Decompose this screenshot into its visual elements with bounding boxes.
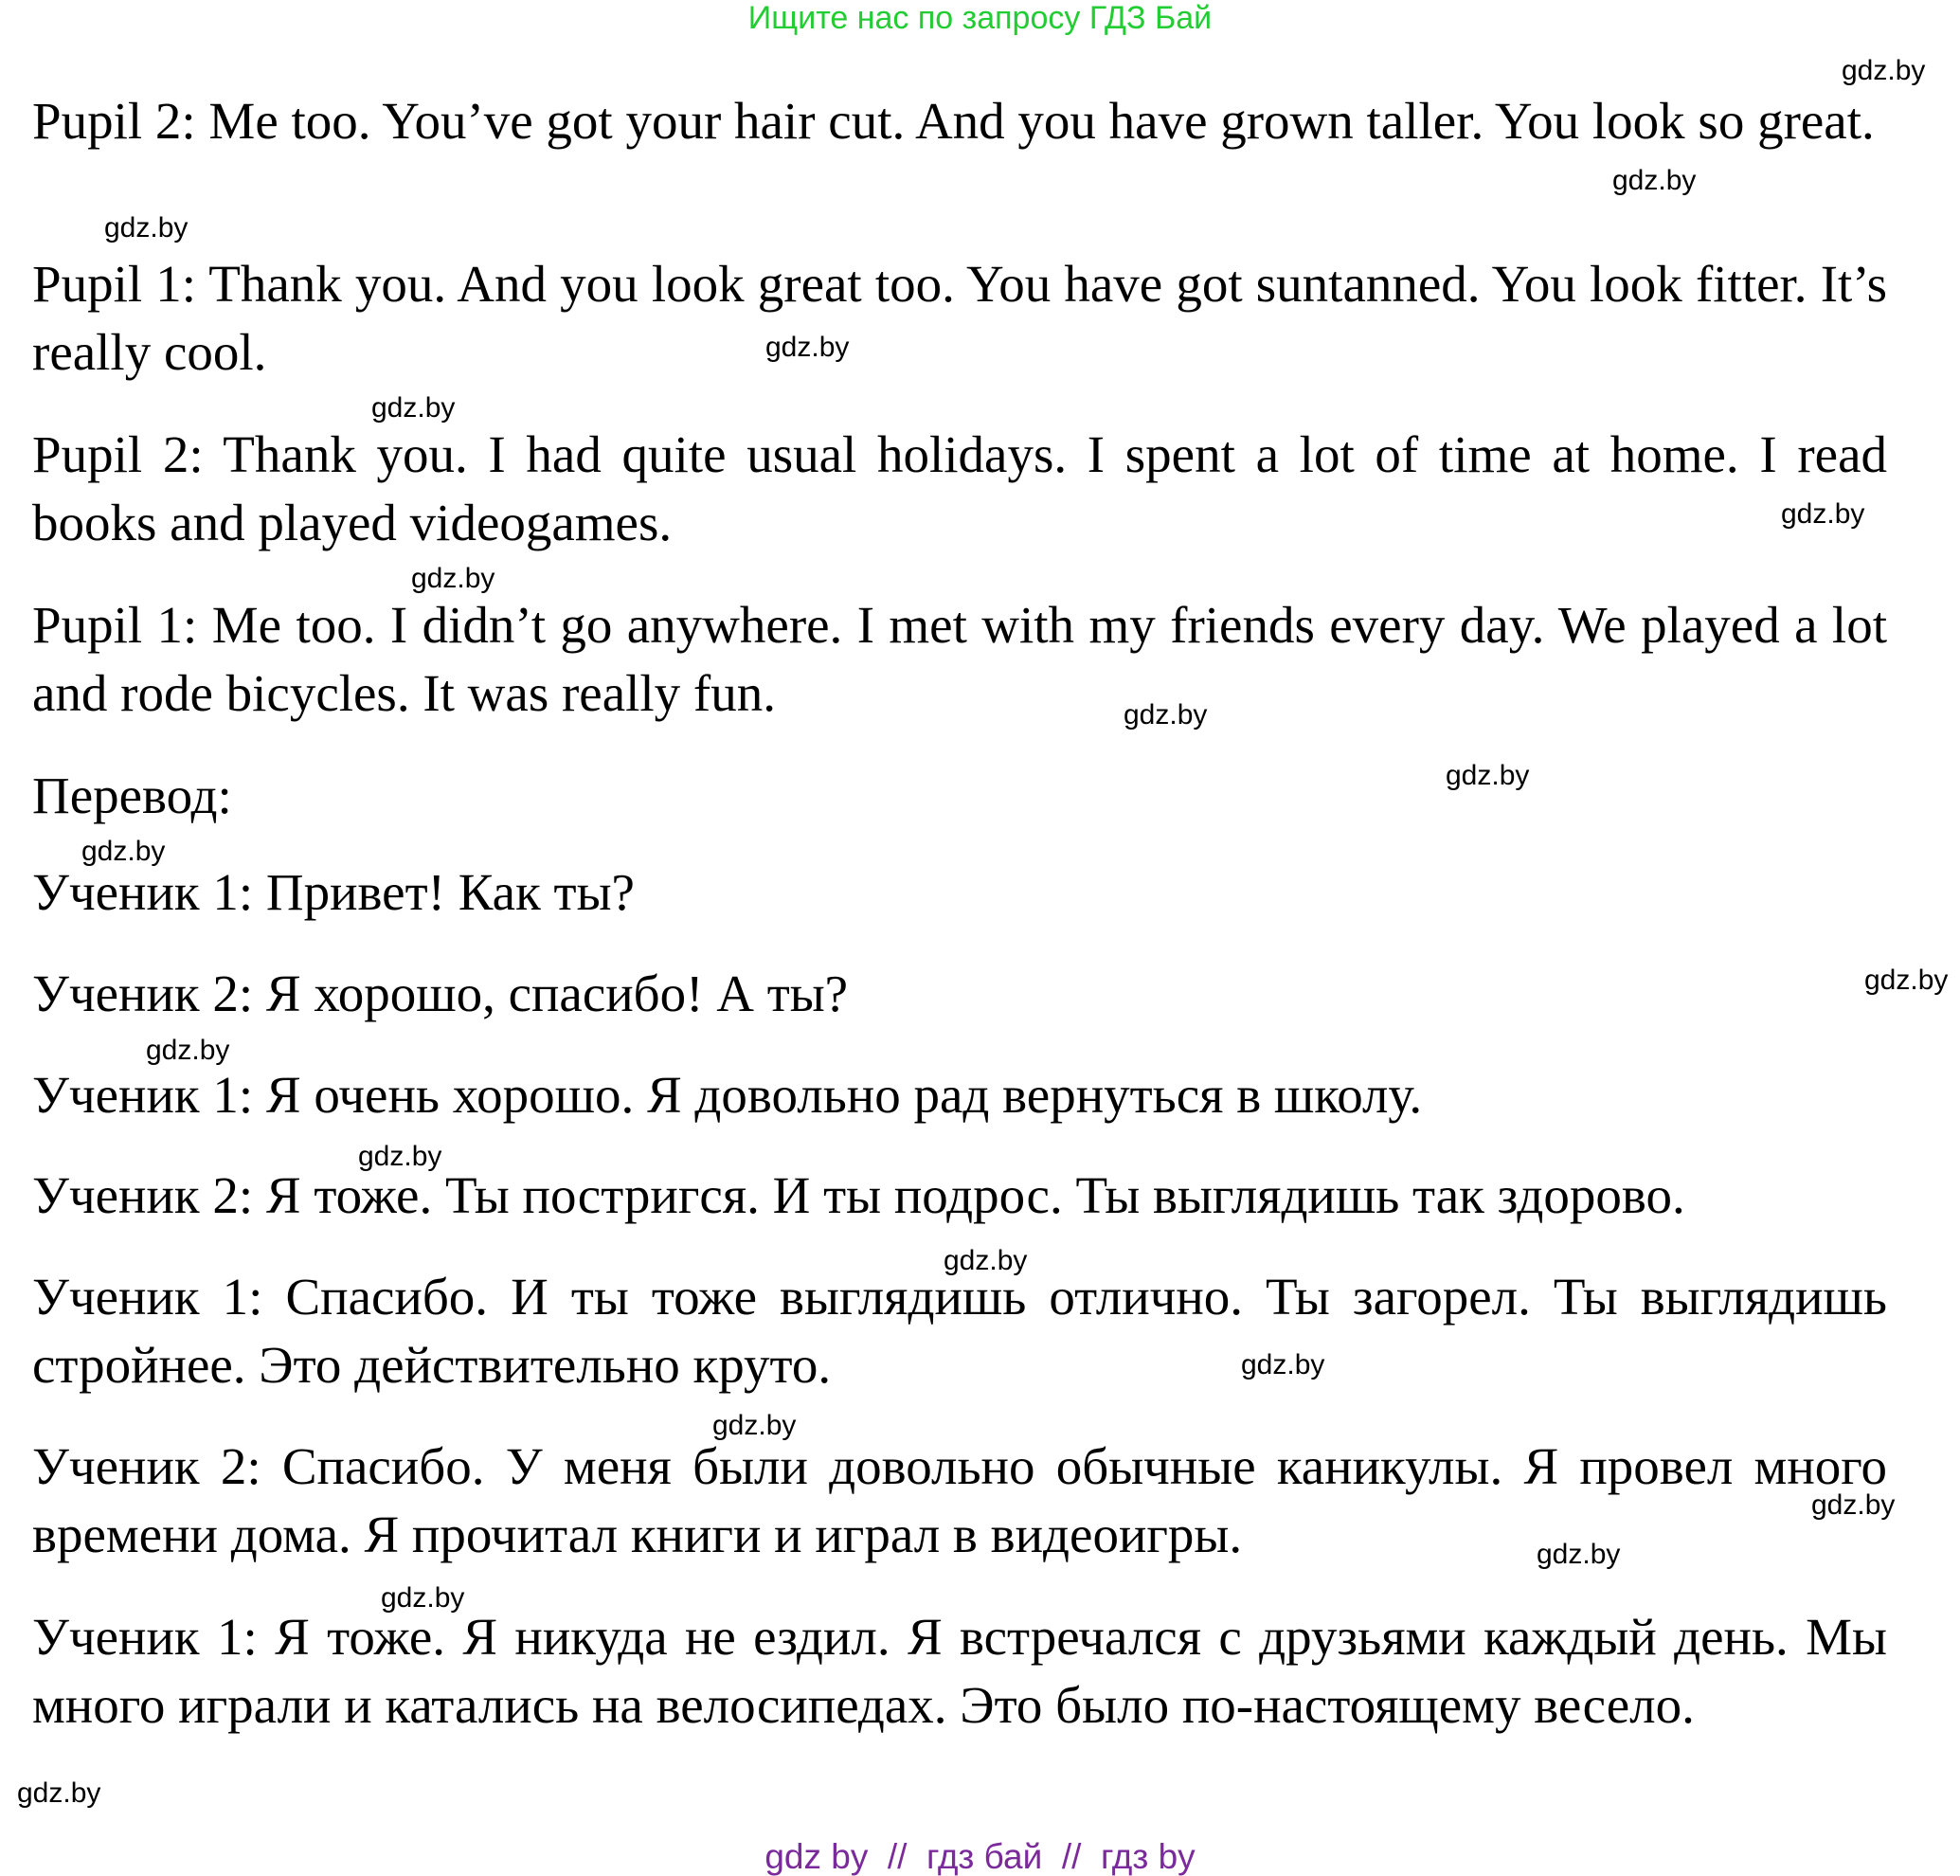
watermark: gdz.by (358, 1141, 442, 1172)
watermark: gdz.by (1612, 165, 1697, 196)
dialogue-paragraph: Pupil 1: Thank you. And you look great too. You have got suntanned. You look fitter. It’s really cool. (32, 255, 1887, 381)
translation-paragraph: Ученик 2: Я тоже. Ты постригся. И ты подрос. Ты выглядишь так здорово. (32, 1166, 1685, 1224)
translation-paragraph: Ученик 2: Спасибо. У меня были довольно обычные каникулы. Я провел много времени дома. Я прочитал книги и играл в видеоигры. (32, 1437, 1887, 1563)
watermark: gdz.by (17, 1777, 101, 1809)
watermark: gdz.by (1537, 1539, 1621, 1570)
watermark: gdz.by (411, 563, 495, 594)
watermark: gdz.by (1864, 965, 1949, 996)
dialogue-paragraph: Pupil 1: Me too. I didn’t go anywhere. I met with my friends every day. We played a lot and rode bicycles. It was really fun. (32, 596, 1887, 722)
dialogue-paragraph: Pupil 2: Thank you. I had quite usual holidays. I spent a lot of time at home. I read books and played videogames. (32, 425, 1887, 551)
watermark: gdz.by (371, 392, 456, 424)
dialogue-paragraph: Pupil 2: Me too. You’ve got your hair cut. And you have grown taller. You look so great. (32, 92, 1875, 150)
watermark: gdz.by (765, 332, 850, 363)
translation-paragraph: Ученик 2: Я хорошо, спасибо! А ты? (32, 965, 849, 1022)
translation-paragraph: Ученик 1: Привет! Как ты? (32, 863, 635, 921)
translation-paragraph: Ученик 1: Я очень хорошо. Я довольно рад вернуться в школу. (32, 1066, 1423, 1124)
watermark: gdz.by (381, 1582, 465, 1614)
translation-paragraph: Ученик 1: Спасибо. И ты тоже выглядишь отлично. Ты загорел. Ты выглядишь стройнее. Это действительно круто. (32, 1268, 1887, 1394)
watermark: gdz.by (1811, 1489, 1896, 1521)
watermark: gdz.by (1241, 1349, 1325, 1380)
watermark: gdz.by (944, 1245, 1028, 1276)
watermark: gdz.by (146, 1035, 230, 1066)
watermark: gdz.by (1446, 760, 1530, 791)
top-banner: Ищите нас по запросу ГДЗ Бай (747, 0, 1213, 36)
watermark: gdz.by (1781, 498, 1865, 530)
translation-heading: Перевод: (32, 767, 232, 824)
footer-links: gdz by // гдз бай // гдз by (764, 1837, 1196, 1876)
translation-paragraph: Ученик 1: Я тоже. Я никуда не ездил. Я встречался с друзьями каждый день. Мы много играли и катались на велосипедах. Это было по-настоящему весело. (32, 1608, 1887, 1734)
watermark: gdz.by (712, 1410, 797, 1441)
watermark: gdz.by (1842, 55, 1926, 86)
watermark: gdz.by (104, 212, 189, 244)
watermark: gdz.by (1124, 699, 1208, 731)
watermark: gdz.by (81, 836, 166, 867)
